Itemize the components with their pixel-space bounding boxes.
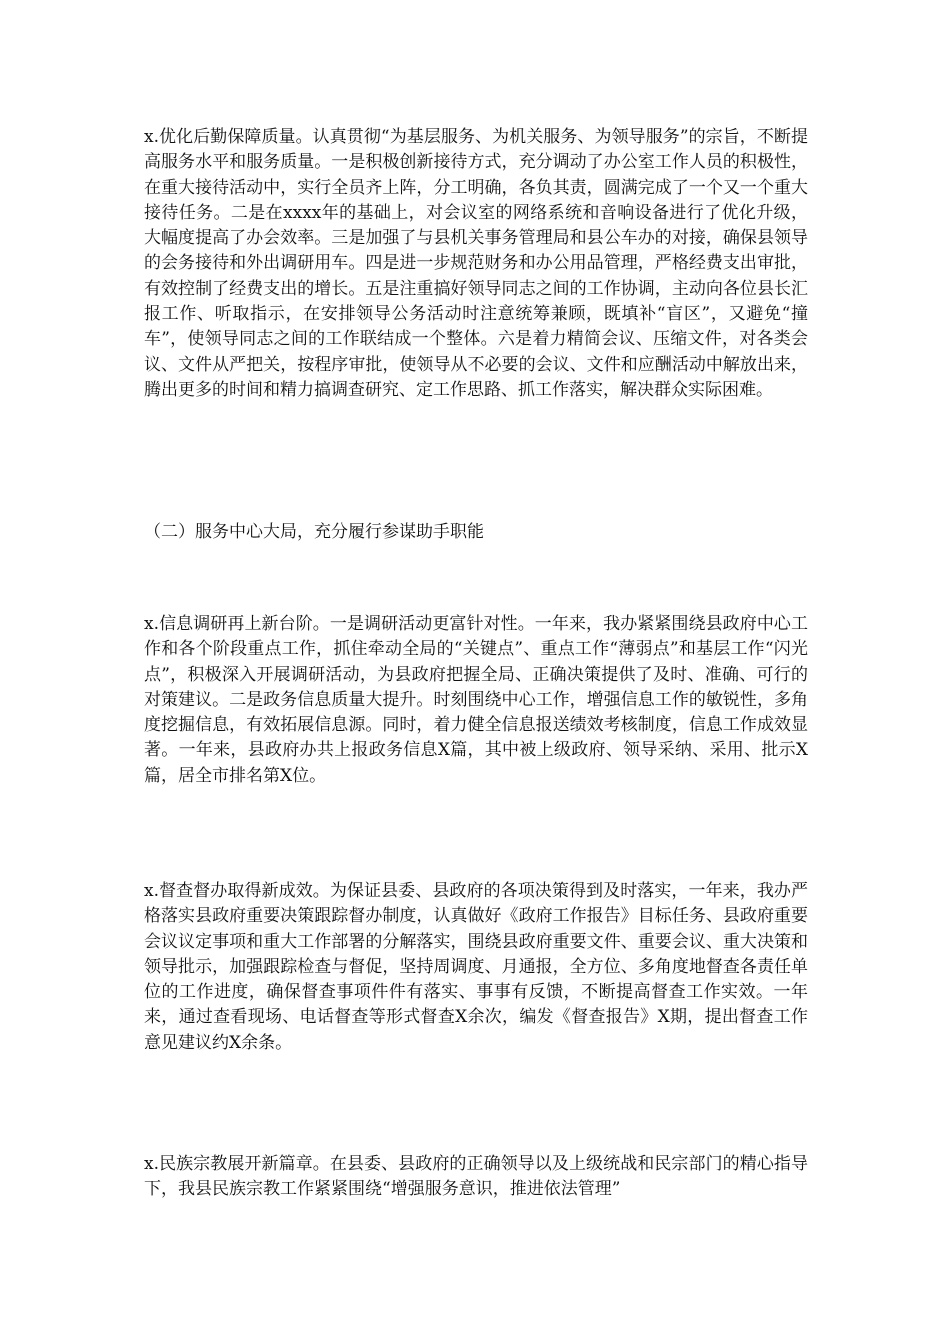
- section-heading: （二）服务中心大局，充分履行参谋助手职能: [144, 522, 484, 542]
- paragraph-supervision: x.督查督办取得新成效。为保证县委、县政府的各项决策得到及时落实，一年来，我办严格落实县政府重要决策跟踪督办制度，认真做好《政府工作报告》目标任务、县政府重要会议议定事项和重大工作部署的分解落实，围绕县政府重要文件、重要会议、重大决策和领导批示，加强跟踪检查与督促，坚持周调度、月通报，全方位、多角度地督查各责任单位的工作进度，确保督查事项件件有落实、事事有反馈，不断提高督查工作实效。一年来，通过查看现场、电话督查等形式督查X余次，编发《督查报告》X期，提出督查工作意见建议约X余条。: [144, 881, 808, 1053]
- paragraph-ethnic-religious-affairs: x.民族宗教展开新篇章。在县委、县政府的正确领导以及上级统战和民宗部门的精心指导下，我县民族宗教工作紧紧围绕“增强服务意识，推进依法管理”: [144, 1154, 808, 1200]
- paragraph-information-research: x.信息调研再上新台阶。一是调研活动更富针对性。一年来，我办紧紧围绕县政府中心工作和各个阶段重点工作，抓住牵动全局的“关键点”、重点工作“薄弱点”和基层工作“闪光点”，积极深入开展调研活动，为县政府把握全局、正确决策提供了及时、准确、可行的对策建议。二是政务信息质量大提升。时刻围绕中心工作，增强信息工作的敏锐性，多角度挖掘信息，有效拓展信息源。同时，着力健全信息报送绩效考核制度，信息工作成效显著。一年来，县政府办共上报政务信息X篇，其中被上级政府、领导采纳、采用、批示X篇，居全市排名第X位。: [144, 614, 808, 786]
- paragraph-logistics-support: x.优化后勤保障质量。认真贯彻“为基层服务、为机关服务、为领导服务”的宗旨，不断提高服务水平和服务质量。一是积极创新接待方式，充分调动了办公室工作人员的积极性，在重大接待活动中，实行全员齐上阵，分工明确，各负其责，圆满完成了一个又一个重大接待任务。二是在xxxx年的基础上，对会议室的网络系统和音响设备进行了优化升级，大幅度提高了办会效率。三是加强了与县机关事务管理局和县公车办的对接，确保县领导的会务接待和外出调研用车。四是进一步规范财务和办公用品管理，严格经费支出审批，有效控制了经费支出的增长。五是注重搞好领导同志之间的工作协调，主动向各位县长汇报工作、听取指示，在安排领导公务活动时注意统筹兼顾，既填补“盲区”，又避免“撞车”，使领导同志之间的工作联结成一个整体。六是着力精简会议、压缩文件，对各类会议、文件从严把关，按程序审批，使领导从不必要的会议、文件和应酬活动中解放出来，腾出更多的时间和精力搞调查研究、定工作思路、抓工作落实，解决群众实际困难。: [144, 127, 808, 400]
